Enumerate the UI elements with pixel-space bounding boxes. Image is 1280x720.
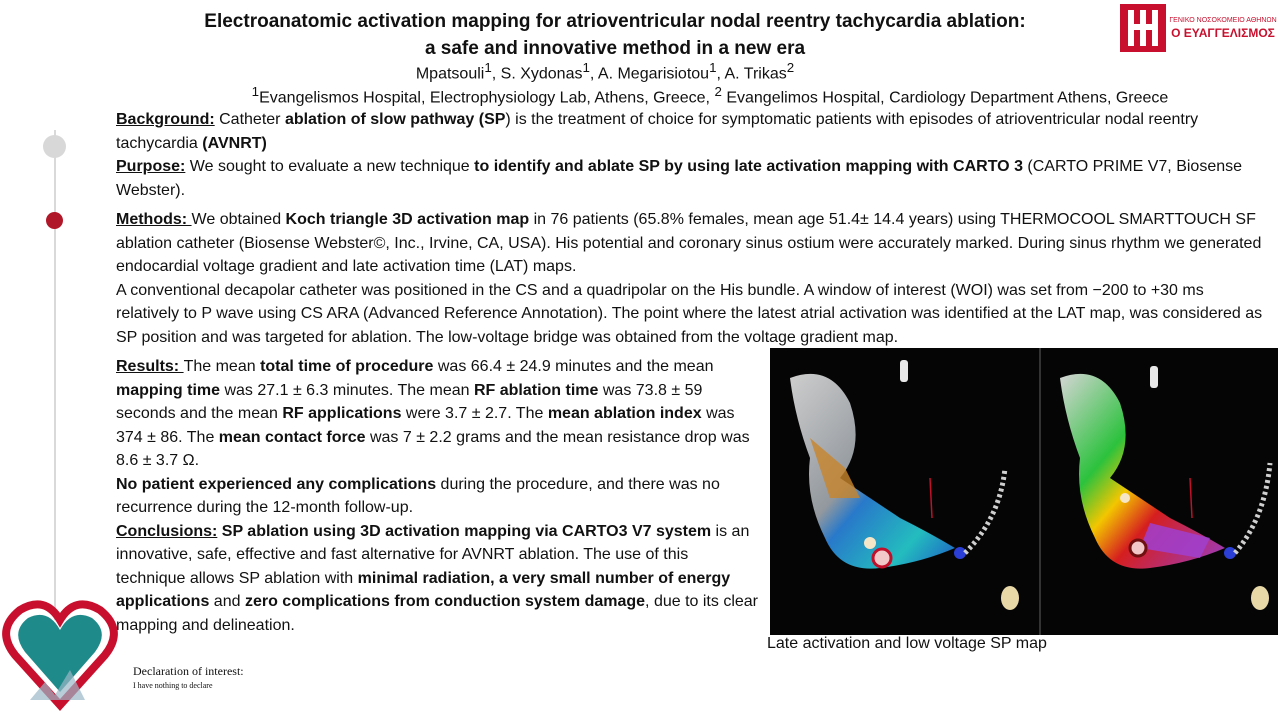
- title-line2: a safe and innovative method in a new era: [424, 38, 806, 59]
- results-bold-7: No patient experienced any complications: [116, 475, 437, 493]
- conclusions-text-3: , due to its clear mapping and delineation.: [116, 593, 758, 634]
- author-3: , A. Megarisiotou: [589, 65, 710, 83]
- author-1-affil: 1: [484, 60, 492, 75]
- results-bold-5: mean ablation index: [547, 405, 702, 422]
- declaration-body: I have nothing to declare: [133, 681, 213, 690]
- authors: [260, 58, 950, 84]
- conclusions-text-2: and: [209, 593, 245, 610]
- results-text-5: were 3.7 ± 2.7. The: [401, 405, 548, 422]
- affil-1: Evangelismos Hospital, Electrophysiology Lab, Athens, Greece,: [259, 89, 715, 107]
- purpose-paragraph: [116, 155, 1266, 202]
- results-conclusions-section: [116, 355, 761, 637]
- results-bold-4: RF applications: [282, 405, 402, 422]
- background-text-1: Catheter: [214, 111, 285, 128]
- purpose-text-1: We sought to evaluate a new technique: [185, 158, 475, 175]
- affiliations: [190, 82, 1230, 108]
- results-bold-1: total time of procedure: [260, 358, 434, 375]
- methods-bold-1: Koch triangle 3D activation map: [285, 211, 530, 228]
- purpose-bold-1: to identify and ablate SP by using late activation mapping with CARTO 3: [474, 158, 1023, 175]
- conclusions-paragraph: [116, 520, 761, 638]
- author-4-affil: 2: [786, 60, 795, 75]
- results-text-2: was 66.4 ± 24.9 minutes and the mean: [433, 358, 714, 375]
- results-text-8: during the procedure, and there was no recurrence during the 12-month follow-up.: [116, 475, 720, 516]
- results-text-4: was 73.8 ± 59 seconds and the mean: [116, 381, 703, 422]
- results-text-3: was 27.1 ± 6.3 minutes. The mean: [220, 381, 474, 399]
- complications-paragraph: [116, 473, 761, 520]
- methods-paragraph-2: A conventional decapolar catheter was positioned in the CS and a quadripolar on the His bundle. A window of interest (WOI) was set from −200 to +30 ms relatively to P wave using CS ARA (Advanced Reference Annotation). The point where the latest atrial activation was identified at the LAT map, was considered as SP position and was targeted for ablation. The low-voltage bridge was obtained from the voltage gradient map.: [116, 281, 1263, 346]
- hospital-logo: [1118, 2, 1280, 54]
- methods-section: [116, 208, 1266, 349]
- title-line1: Electroanatomic activation mapping for atrioventricular nodal reentry tachycardia ablation:: [204, 11, 1026, 32]
- conclusions-bold-3: zero complications from conduction system damage: [244, 593, 646, 610]
- conclusions-bold-2: minimal radiation, a very small number of energy applications: [116, 569, 731, 610]
- methods-text-1: We obtained: [191, 211, 286, 228]
- purpose-text-2: (CARTO PRIME V7, Biosense Webster).: [116, 158, 1243, 199]
- carto-activation-map-figure: [770, 348, 1278, 635]
- figure-caption: Late activation and low voltage SP map: [767, 635, 1047, 652]
- background-heading: Background:: [116, 111, 215, 128]
- conclusions-text-1: is an innovative, safe, effective and fast alternative for AVNRT ablation. The use of this technique allows SP ablation with: [116, 522, 750, 587]
- author-3-affil: 1: [709, 60, 717, 75]
- affil-1-mark: 1: [251, 84, 260, 99]
- results-bold-3: RF ablation time: [473, 381, 599, 399]
- results-heading: Results:: [116, 358, 184, 375]
- conclusions-bold-1: SP ablation using 3D activation mapping via CARTO3 V7 system: [217, 522, 712, 540]
- background-paragraph: [116, 108, 1266, 155]
- background-purpose-section: [116, 108, 1266, 202]
- results-bold-6: mean contact force: [218, 428, 366, 446]
- heart-logo-icon: [0, 570, 120, 720]
- results-text-1: The mean: [183, 358, 261, 375]
- logo-line1: ΓΕΝΙΚΟ ΝΟΣΟΚΟΜΕΙΟ ΑΘΗΝΩΝ: [1169, 17, 1277, 24]
- declaration-heading: Declaration of interest:: [133, 664, 244, 678]
- author-4: , A. Trikas: [716, 65, 787, 83]
- logo-line2: Ο ΕΥΑΓΓΕΛΙΣΜΟΣ: [1171, 26, 1275, 40]
- methods-paragraph-1: [116, 208, 1266, 279]
- author-1: Mpatsouli: [415, 65, 485, 83]
- author-2-affil: 1: [582, 60, 590, 75]
- results-text-6: was 374 ± 86. The: [116, 405, 735, 446]
- timeline-dot-grey: [43, 135, 66, 158]
- background-text-2: ) is the treatment of choice for symptomatic patients with episodes of atrioventricular nodal reentry tachycardia: [116, 111, 1199, 152]
- results-paragraph: [116, 355, 761, 473]
- results-bold-2: mapping time: [116, 381, 221, 399]
- timeline-dot-red: [46, 212, 63, 229]
- results-text-7: was 7 ± 2.2 grams and the mean resistance drop was 8.6 ± 3.7 Ω.: [116, 428, 750, 469]
- affil-2: Evangelimos Hospital, Cardiology Department Athens, Greece: [721, 89, 1169, 107]
- author-2: , S. Xydonas: [491, 65, 583, 83]
- background-bold-2: (AVNRT): [202, 134, 267, 152]
- poster-title: [150, 8, 1080, 62]
- conclusions-heading: Conclusions:: [116, 522, 218, 540]
- purpose-heading: Purpose:: [116, 158, 186, 175]
- methods-heading: Methods:: [116, 211, 192, 228]
- timeline-line: [54, 130, 56, 620]
- background-bold-1: ablation of slow pathway (SP: [284, 111, 506, 128]
- affil-2-mark: 2: [714, 84, 722, 99]
- methods-text-2: in 76 patients (65.8% females, mean age 51.4± 14.4 years) using THERMOCOOL SMARTTOUCH SF ablation catheter (Biosense Webster©, Inc., Irvine, CA, USA). His potential and coronary sinus ostium were accurately marked. During sinus rhythm we generated endocardial voltage gradient and late activation time (LAT) maps.: [116, 211, 1262, 275]
